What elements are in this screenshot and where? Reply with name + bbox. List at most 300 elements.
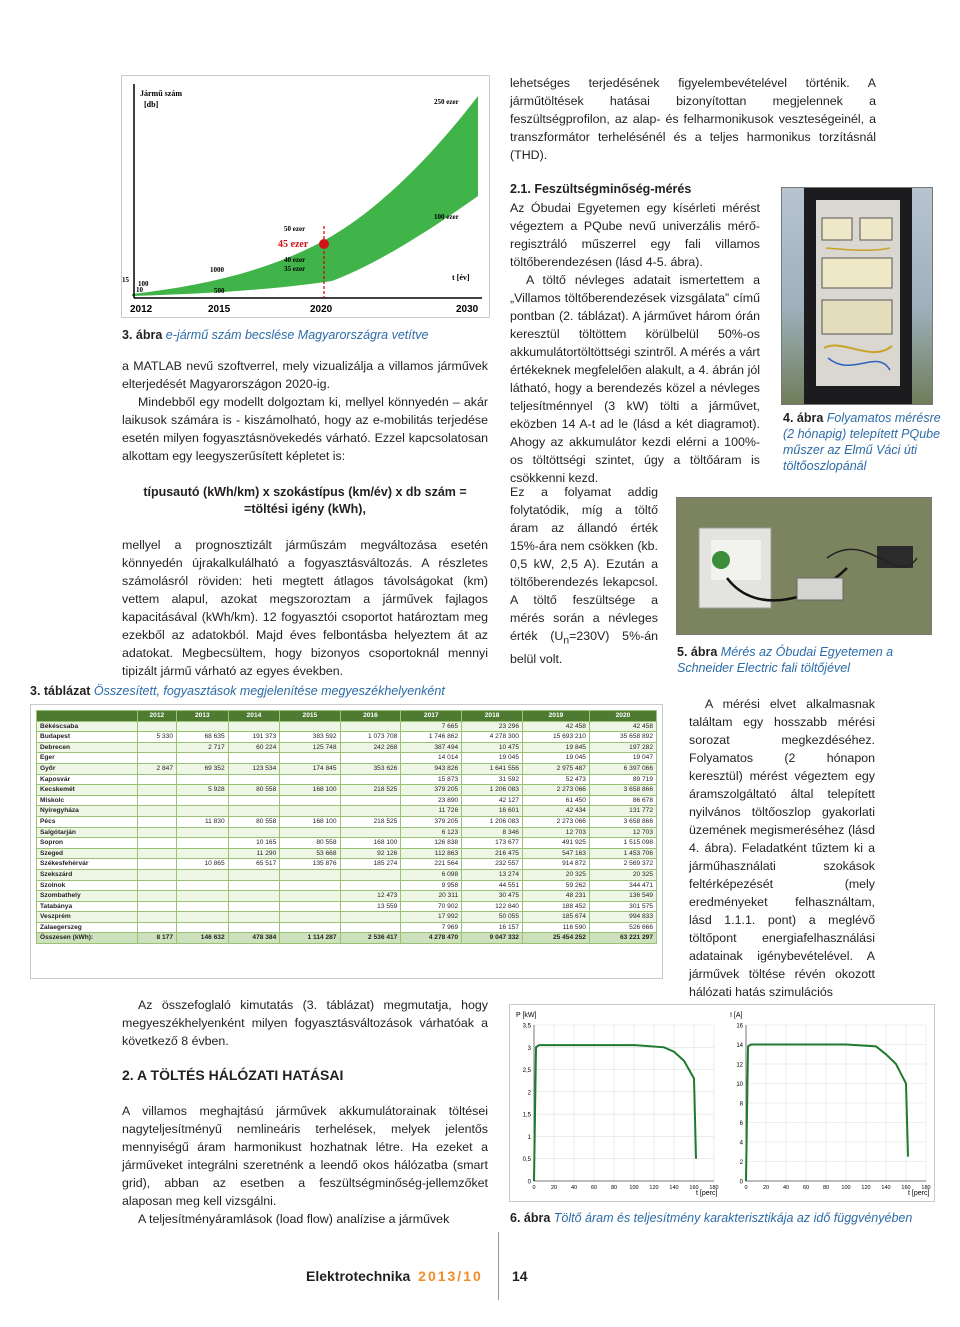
value-cell	[137, 785, 176, 796]
value-cell: 53 668	[280, 848, 340, 859]
value-cell: 23 890	[401, 795, 462, 806]
value-cell: 383 592	[280, 732, 340, 743]
right-p3-end: =230V) 5%-án belül volt.	[510, 629, 658, 667]
value-cell: 2 847	[137, 763, 176, 774]
figure-4-photo	[781, 187, 933, 405]
point-2020-45k	[319, 239, 329, 249]
value-cell	[177, 721, 229, 732]
right-p3-sub: n	[563, 635, 570, 647]
y-tick-label: 4	[739, 1140, 743, 1147]
value-cell: 173 677	[462, 838, 523, 849]
fig5-caption-text: Mérés az Óbudai Egyetemen a Schneider Electric fali töltőjével	[677, 645, 894, 675]
footer-divider	[498, 1232, 499, 1300]
value-cell: 15 693 210	[522, 732, 589, 743]
value-cell	[340, 880, 401, 891]
row-label-cell: Veszprém	[37, 912, 138, 923]
right-paragraph-3	[510, 483, 658, 668]
y-tick-label: 2	[739, 1160, 743, 1166]
table3-caption-num: 3. táblázat	[30, 684, 91, 698]
fig6-svg	[510, 1005, 934, 1201]
y-tick-label: 10	[736, 1082, 743, 1088]
y-tick-label: 14	[736, 1043, 743, 1049]
table-row	[37, 901, 657, 912]
value-cell: 491 925	[522, 838, 589, 849]
table-row	[37, 753, 657, 764]
value-cell	[280, 753, 340, 764]
table-row	[37, 806, 657, 817]
value-cell: 2 717	[177, 742, 229, 753]
value-cell: 1 746 862	[401, 732, 462, 743]
fig6-caption-text: Töltő áram és teljesítmény karakterisztikája az idő függvényében	[553, 1211, 913, 1225]
fig3-ylabel-2: [db]	[144, 100, 159, 109]
value-cell	[228, 774, 280, 785]
value-cell: 19 845	[522, 742, 589, 753]
value-cell: 301 575	[589, 901, 656, 912]
left-paragraph-5: A villamos meghajtású járművek akkumulátorainak töltései nagyteljesítményű nemlineáris terhelések, melyek jelentős mennyiségű áram harmonikust hozhatnak létre. Ha ezeket a járműveket integrálni szeretnénk a leendő okos hálózatba (smart grid), abban az esetben a feszültségminőség-jellemzőket alaposan meg kell vizsgálni.	[122, 1104, 488, 1208]
value-cell	[340, 827, 401, 838]
value-cell: 994 833	[589, 912, 656, 923]
value-cell	[280, 922, 340, 933]
value-cell: 8 177	[137, 933, 176, 944]
value-cell: 135 876	[280, 859, 340, 870]
value-cell: 1 073 708	[340, 732, 401, 743]
value-cell: 70 902	[401, 901, 462, 912]
value-cell: 125 748	[280, 742, 340, 753]
value-cell: 16 157	[462, 922, 523, 933]
value-cell: 478 384	[228, 933, 280, 944]
value-cell: 2019	[522, 711, 589, 722]
x-tick-label: 80	[822, 1185, 830, 1191]
fig3-caption-text: e-jármű szám becslése Magyarországra vetítve	[165, 328, 429, 342]
figure-5-photo	[676, 497, 932, 635]
value-cell: 19 047	[589, 753, 656, 764]
y-tick-label: 0	[739, 1179, 743, 1186]
value-cell: 6 098	[401, 869, 462, 880]
row-label-cell: Budapest	[37, 732, 138, 743]
row-label-cell: Sopron	[37, 838, 138, 849]
charging-column-drawing	[782, 188, 932, 404]
fig6-right-ylabel: I [A]	[730, 1012, 743, 1019]
value-cell	[137, 891, 176, 902]
value-cell: 2 536 417	[340, 933, 401, 944]
table-3	[30, 704, 663, 979]
value-cell: 122 840	[462, 901, 523, 912]
value-cell: 30 475	[462, 891, 523, 902]
value-cell: 185 274	[340, 859, 401, 870]
value-cell: 379 205	[401, 785, 462, 796]
x-tick-label: 180	[921, 1185, 931, 1191]
value-cell	[137, 753, 176, 764]
x-tick-label: 60	[590, 1185, 598, 1191]
value-cell	[340, 922, 401, 933]
value-cell: 2020	[589, 711, 656, 722]
value-cell: 10 865	[177, 859, 229, 870]
value-cell	[340, 806, 401, 817]
value-cell: 379 205	[401, 816, 462, 827]
section-2-1-heading: 2.1. Feszültségminőség-mérés	[510, 182, 692, 196]
value-cell: 112 863	[401, 848, 462, 859]
value-cell	[177, 869, 229, 880]
value-cell: 92 126	[340, 848, 401, 859]
section-2-heading: 2. A TÖLTÉS HÁLÓZATI HATÁSAI	[122, 1067, 344, 1083]
value-cell: 185 674	[522, 912, 589, 923]
annot-100k: 100 ezer	[434, 213, 459, 221]
value-cell: 8 346	[462, 827, 523, 838]
x-tick-label: 120	[861, 1185, 871, 1191]
right-intro-paragraph: lehetséges terjedésének figyelembevételével történik. A járműtöltések hatásai bizonyítottan megjelennek a feszültségprofilon, az alap- és felharmonikusok veszteségeinél, a transzformátor terhelésénél és a teljes harmonikus torzításnál (THD).	[510, 76, 876, 162]
row-label-cell: Győr	[37, 763, 138, 774]
y-tick-label: 3,5	[522, 1023, 531, 1030]
formula-line-1: típusautó (kWh/km) x szokástípus (km/év) x db szám =	[143, 485, 467, 499]
value-cell: 218 525	[340, 816, 401, 827]
value-cell	[177, 901, 229, 912]
row-label-cell: Kaposvár	[37, 774, 138, 785]
row-label-cell: Kecskemét	[37, 785, 138, 796]
value-cell: 11 830	[177, 816, 229, 827]
y-tick-label: 1,5	[522, 1112, 531, 1119]
value-cell: 2 273 066	[522, 785, 589, 796]
value-cell: 14 014	[401, 753, 462, 764]
value-cell: 216 475	[462, 848, 523, 859]
row-label-cell: Szeged	[37, 848, 138, 859]
x-tick-label: 60	[802, 1185, 810, 1191]
value-cell	[137, 816, 176, 827]
left-paragraph-4: Az összefoglaló kimutatás (3. táblázat) megmutatja, hogy megyeszékhelyenként milyen fogyasztásváltozások várhatóak a következő 8 évben.	[122, 998, 488, 1048]
row-label-cell: Nyíregyháza	[37, 806, 138, 817]
value-cell: 2015	[280, 711, 340, 722]
value-cell: 218 525	[340, 785, 401, 796]
value-cell	[177, 774, 229, 785]
x-tick-label: 0	[532, 1185, 536, 1191]
value-cell: 2016	[340, 711, 401, 722]
table-row	[37, 859, 657, 870]
y-tick-label: 0	[527, 1179, 531, 1186]
value-cell: 9 958	[401, 880, 462, 891]
value-cell: 25 454 252	[522, 933, 589, 944]
value-cell: 9 047 332	[462, 933, 523, 944]
value-cell	[228, 806, 280, 817]
y-tick-label: 8	[739, 1101, 743, 1108]
wall-charger-drawing	[677, 498, 931, 634]
value-cell	[137, 859, 176, 870]
row-label-cell: Békéscsaba	[37, 721, 138, 732]
value-cell: 42 458	[589, 721, 656, 732]
value-cell: 547 163	[522, 848, 589, 859]
value-cell	[228, 912, 280, 923]
value-cell	[177, 838, 229, 849]
value-cell: 3 658 866	[589, 785, 656, 796]
value-cell	[137, 869, 176, 880]
right-paragraph-1: Az Óbudai Egyetemen egy kísérleti mérést végeztem a PQube nevű univerzális mérő-regisztráló műszerrel egy fali villamos töltőberendezésen (lásd 4-5. ábra).	[510, 201, 760, 269]
value-cell	[280, 774, 340, 785]
table-row	[37, 891, 657, 902]
value-cell: 35 658 892	[589, 732, 656, 743]
value-cell	[340, 774, 401, 785]
value-cell: 526 666	[589, 922, 656, 933]
value-cell: 2 569 372	[589, 859, 656, 870]
xtick-2020: 2020	[310, 304, 333, 315]
value-cell	[137, 827, 176, 838]
value-cell	[228, 753, 280, 764]
value-cell: 146 632	[177, 933, 229, 944]
annot-35k: 35 ezer	[284, 265, 306, 273]
value-cell: 174 845	[280, 763, 340, 774]
value-cell: 80 558	[280, 838, 340, 849]
value-cell	[340, 753, 401, 764]
value-cell: 387 494	[401, 742, 462, 753]
table-header-row	[37, 711, 657, 722]
table-row	[37, 880, 657, 891]
figure-3-chart	[121, 75, 490, 318]
value-cell: 20 325	[522, 869, 589, 880]
footer-journal	[306, 1268, 483, 1284]
left-paragraph-1: a MATLAB nevű szoftverrel, mely vizualizálja a villamos járművek elterjedését Magyarországon 2020-ig.	[122, 359, 488, 391]
value-cell: 42 434	[522, 806, 589, 817]
value-cell: 353 626	[340, 763, 401, 774]
value-cell	[228, 922, 280, 933]
table-row	[37, 816, 657, 827]
value-cell: 168 100	[340, 838, 401, 849]
y-tick-label: 6	[739, 1121, 743, 1127]
value-cell: 89 719	[589, 774, 656, 785]
annot-t-ev: t [év]	[452, 273, 470, 282]
left-paragraph-2: Mindebből egy modellt dolgoztam ki, mellyel könnyedén – akár laikusok számára is - kiszámolható, hogy az e-mobilitás terjedése esetén milyen fogyasztásnövekedés várható. Ezzel kapcsolatosan alkottam egy leegyszerűsített képletet is:	[122, 395, 488, 463]
value-cell: 20 311	[401, 891, 462, 902]
fig6-caption-num: 6. ábra	[510, 1211, 551, 1225]
value-cell: 1 206 083	[462, 785, 523, 796]
table-row	[37, 732, 657, 743]
value-cell	[177, 912, 229, 923]
value-cell: 48 231	[522, 891, 589, 902]
value-cell	[177, 880, 229, 891]
value-cell	[137, 848, 176, 859]
value-cell: 19 045	[462, 753, 523, 764]
row-label-cell: Salgótarján	[37, 827, 138, 838]
table-row	[37, 785, 657, 796]
x-tick-label: 80	[610, 1185, 618, 1191]
value-cell: 20 325	[589, 869, 656, 880]
value-cell: 2013	[177, 711, 229, 722]
value-cell: 86 678	[589, 795, 656, 806]
value-cell: 2014	[228, 711, 280, 722]
value-cell: 10 475	[462, 742, 523, 753]
value-cell: 2 273 066	[522, 816, 589, 827]
figure-4-caption	[783, 410, 943, 474]
value-cell: 4 278 470	[401, 933, 462, 944]
value-cell	[137, 838, 176, 849]
value-cell: 116 590	[522, 922, 589, 933]
x-tick-label: 120	[649, 1185, 659, 1191]
x-tick-label: 180	[709, 1185, 719, 1191]
y-tick-label: 3	[527, 1045, 531, 1052]
left-paragraph-3: mellyel a prognosztizált járműszám megváltozása esetén könnyedén újrakalkulálható a fogyasztásváltozás. A részletes számolásról röviden: heti megtett átlagos távolságokat (km) vettem alapul, azokat megszoroztam a járművek fajlagos kapacitásával (kWh/km). 12 fogyasztói csoportot határoztam meg ezekből az adatokból. Majd éves felbontásba helyeztem át az adatokat. Megbecsültem, hogy bizonyos csoportoknál mennyi tipizált jármű várható az egyes években.	[122, 538, 488, 678]
value-cell: 15 873	[401, 774, 462, 785]
value-cell: 188 452	[522, 901, 589, 912]
value-cell	[137, 806, 176, 817]
value-cell	[228, 901, 280, 912]
annot-15: 15	[122, 276, 129, 284]
annot-500: 500	[214, 287, 225, 295]
value-cell: 943 826	[401, 763, 462, 774]
value-cell: 80 558	[228, 816, 280, 827]
value-cell	[177, 891, 229, 902]
xtick-2015: 2015	[208, 304, 231, 315]
row-label-cell: Eger	[37, 753, 138, 764]
table-row	[37, 869, 657, 880]
value-cell	[228, 721, 280, 732]
value-cell: 42 127	[462, 795, 523, 806]
value-cell	[228, 827, 280, 838]
value-cell	[177, 806, 229, 817]
footer-issue: 2013/10	[418, 1268, 483, 1284]
right-paragraph-4: A mérési elvet alkalmasnak találtam egy hosszabb mérési sorozat megkezdéséhez. Folyamatos (2 hónapon keresztül) mérést végeztem egy áramszolgáltató által telepített nyilvános töltőoszlop gyakorlati üzemének megismeréséhez (lásd 4. ábra). Feladatként tűztem ki a járműhasználati szokások feltérképezését (mely eredményeket felhasználtam, lásd 1.1.1. pont) a meglévő töltőpont energiafelhasználási adatainak igénybevételével. A járművek töltése révén okozott hálózati hatás szimulációs	[689, 697, 875, 999]
value-cell: 6 123	[401, 827, 462, 838]
value-cell: 23 296	[462, 721, 523, 732]
value-cell	[340, 912, 401, 923]
table-row	[37, 827, 657, 838]
value-cell	[340, 869, 401, 880]
figure-6-caption	[510, 1210, 940, 1226]
value-cell: 344 471	[589, 880, 656, 891]
value-cell: 65 517	[228, 859, 280, 870]
right-p3-text: Ez a folyamat addig folytatódik, míg a töltő áram az állandó érték 15%-ára nem csökken (kb. 0,5 kW, 2,5 A). Ezután a töltőberendezés lekapcsol. A töltő feszültsége a mérés során a névleges érték (U	[510, 485, 658, 643]
value-cell: 2017	[401, 711, 462, 722]
value-cell: 221 564	[401, 859, 462, 870]
x-tick-label: 20	[762, 1185, 770, 1191]
x-tick-label: 20	[550, 1185, 558, 1191]
x-tick-label: 40	[570, 1185, 578, 1191]
value-cell: 50 055	[462, 912, 523, 923]
value-cell: 2018	[462, 711, 523, 722]
growth-chart-svg	[122, 76, 489, 317]
value-cell: 31 592	[462, 774, 523, 785]
row-label-cell: Szolnok	[37, 880, 138, 891]
figure-6-charts	[509, 1004, 935, 1202]
value-cell	[137, 901, 176, 912]
value-cell	[280, 806, 340, 817]
footer-journal-name: Elektrotechnika	[306, 1268, 411, 1284]
value-cell: 17 992	[401, 912, 462, 923]
row-label-cell: Pécs	[37, 816, 138, 827]
value-cell: 2012	[137, 711, 176, 722]
value-cell: 191 373	[228, 732, 280, 743]
table-row	[37, 742, 657, 753]
x-tick-label: 0	[744, 1185, 748, 1191]
value-cell	[280, 721, 340, 732]
y-tick-label: 16	[736, 1023, 743, 1030]
value-cell: 11 290	[228, 848, 280, 859]
value-cell	[280, 912, 340, 923]
value-cell: 1 453 706	[589, 848, 656, 859]
value-cell: 12 473	[340, 891, 401, 902]
current-series-line	[746, 1045, 908, 1182]
value-cell	[280, 869, 340, 880]
value-cell: 16 601	[462, 806, 523, 817]
value-cell: 197 282	[589, 742, 656, 753]
value-cell: 19 045	[522, 753, 589, 764]
fig6-right-xlabel: t [perc]	[908, 1190, 930, 1197]
y-tick-label: 12	[736, 1062, 743, 1069]
fig4-caption-text: Folyamatos mérésre (2 hónapig) telepített PQube műszer az Elmű Váci úti töltőoszlopánál	[783, 411, 941, 473]
y-tick-label: 2	[527, 1090, 531, 1097]
value-cell	[177, 795, 229, 806]
value-cell	[228, 891, 280, 902]
annot-10: 10	[136, 286, 143, 294]
annot-40k: 40 ezer	[284, 256, 306, 264]
value-cell: 242 268	[340, 742, 401, 753]
row-label-cell	[37, 711, 138, 722]
value-cell: 136 549	[589, 891, 656, 902]
x-tick-label: 160	[689, 1185, 699, 1191]
figure-5-caption	[677, 644, 937, 676]
x-tick-label: 160	[901, 1185, 911, 1191]
value-cell: 1 641 556	[462, 763, 523, 774]
value-cell: 1 114 287	[280, 933, 340, 944]
value-cell	[280, 795, 340, 806]
table-row	[37, 922, 657, 933]
value-cell: 1 206 083	[462, 816, 523, 827]
table-row	[37, 721, 657, 732]
value-cell: 7 665	[401, 721, 462, 732]
fig3-ylabel-1: Jármű szám	[140, 89, 182, 98]
table-row	[37, 795, 657, 806]
value-cell: 42 458	[522, 721, 589, 732]
row-label-cell: Székesfehérvár	[37, 859, 138, 870]
annot-1000: 1000	[210, 266, 224, 274]
value-cell	[137, 922, 176, 933]
value-cell	[137, 795, 176, 806]
value-cell: 5 928	[177, 785, 229, 796]
value-cell	[280, 880, 340, 891]
figure-3-caption	[122, 327, 492, 343]
footer-page-number: 14	[512, 1268, 528, 1284]
row-label-cell: Zalaegerszeg	[37, 922, 138, 933]
value-cell	[340, 721, 401, 732]
fig4-caption-num: 4. ábra	[783, 411, 824, 425]
value-cell: 12 703	[522, 827, 589, 838]
fig3-caption-num: 3. ábra	[122, 328, 163, 342]
value-cell	[228, 880, 280, 891]
value-cell: 126 838	[401, 838, 462, 849]
x-tick-label: 140	[669, 1185, 679, 1191]
value-cell: 1 515 098	[589, 838, 656, 849]
annot-100: 100	[138, 280, 149, 288]
table3-caption-text: Összesített, fogyasztások megjelenítése megyeszékhelyenként	[93, 684, 445, 698]
value-cell	[340, 795, 401, 806]
value-cell: 60 224	[228, 742, 280, 753]
row-label-cell: Tatabánya	[37, 901, 138, 912]
table-3-caption	[30, 683, 490, 699]
value-cell: 68 635	[177, 732, 229, 743]
table-row	[37, 912, 657, 923]
xtick-2012: 2012	[130, 304, 153, 315]
value-cell	[137, 721, 176, 732]
value-cell	[137, 880, 176, 891]
y-tick-label: 1	[527, 1134, 531, 1141]
annot-250k: 250 ezer	[434, 98, 459, 106]
value-cell: 123 534	[228, 763, 280, 774]
fig6-left-xlabel: t [perc]	[696, 1190, 718, 1197]
value-cell: 6 397 066	[589, 763, 656, 774]
power-series-line	[534, 1045, 696, 1181]
annot-50k: 50 ezer	[284, 225, 306, 233]
value-cell: 52 473	[522, 774, 589, 785]
value-cell: 69 352	[177, 763, 229, 774]
value-cell: 59 262	[522, 880, 589, 891]
value-cell	[228, 869, 280, 880]
y-tick-label: 0,5	[522, 1157, 531, 1164]
row-label-cell: Debrecen	[37, 742, 138, 753]
